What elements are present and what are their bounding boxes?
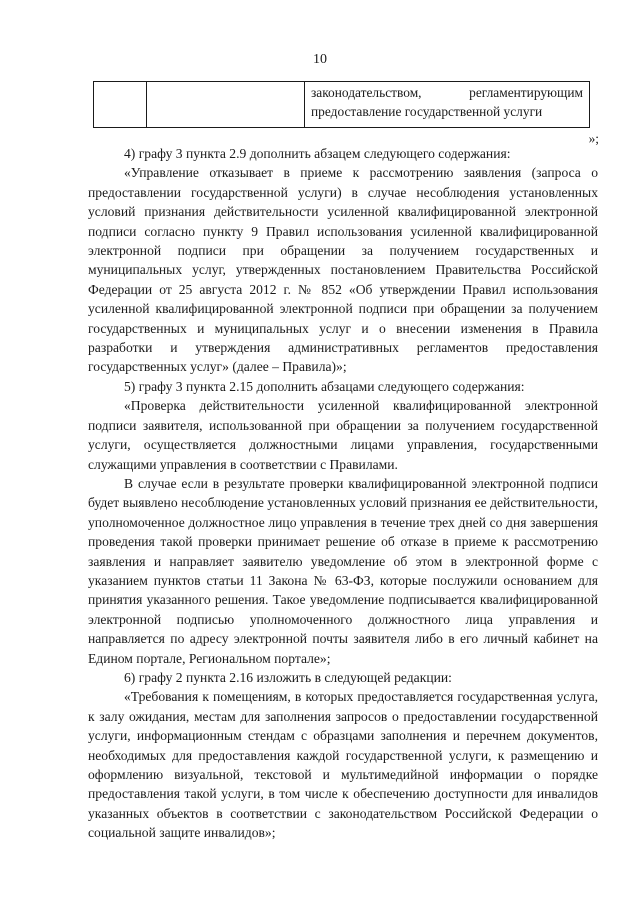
page-number: 10 [313,52,327,67]
paragraph: «Проверка действительности усиленной квалифицированной электронной подписи заявителя, использованной при обращении за получением государственной услуги, осуществляется должностными лицами управления, государственными служащими управления в соответствии с Правилами. [88,398,598,472]
table-cell-empty-1 [94,82,147,128]
document-body [88,144,598,843]
table-cell-word: регламентирующим [469,85,583,100]
table-row [94,82,590,128]
table-closing-quote: »; [588,131,599,146]
table-cell-empty-2 [147,82,305,128]
paragraph: «Требования к помещениям, в которых предоставляется государственная услуга, к залу ожидания, местам для заполнения запросов о предоставлении государственной услуги, информационным стендам с образцами заполнения и перечнем документов, необходимых для предоставления каждой государственной услуги, к размещению и оформлению визуальной, текстовой и мультимедийной информации о порядке предоставления такой услуги, в том числе к обеспечению доступности для инвалидов указанных объектов в соответствии с законодательством Российской Федерации о социальной защите инвалидов»; [88,689,598,841]
paragraph: 4) графу 3 пункта 2.9 дополнить абзацем следующего содержания: [124,146,511,161]
table-cell-word: законодательством, [311,85,422,100]
paragraph: «Управление отказывает в приеме к рассмотрению заявления (запроса о предоставлении государственной услуги) в случае несоблюдения установленных условий признания действительности усиленной квалифицированной электронной подписи согласно пункту 9 Правил использования усиленной квалифицированной электронной подписи при обращении за получением государственных и муниципальных услуг, утвержденных постановлением Правительства Российской Федерации от 25 августа 2012 г. № 852 «Об утверждении Правил использования усиленной квалифицированной электронной подписи при обращении за получением государственных и муниципальных услуг и о внесении изменения в Правила разработки и утверждения административных регламентов предоставления государственных услуг» (далее – Правила)»; [88,165,598,375]
paragraph: В случае если в результате проверки квалифицированной электронной подписи будет выявлено несоблюдение установленных условий признания ее действительности, уполномоченное должностное лицо управления в течение трех дней со дня завершения проведения такой проверки принимает решение об отказе в приеме к рассмотрению заявления и направляет заявителю уведомление об этом в электронной форме с указанием пунктов статьи 11 Закона № 63-ФЗ, которые послужили основанием для принятия указанного решения. Такое уведомление подписывается квалифицированной электронной подписью уполномоченного должностного лица управления и направляется по адресу электронной почты заявителя либо в его личный кабинет на Едином портале, Региональном портале»; [88,475,598,666]
table-cell-line-1 [311,83,583,102]
table-fragment [93,81,590,128]
paragraph: 6) графу 2 пункта 2.16 изложить в следующей редакции: [124,669,452,685]
table-cell-text [305,82,590,128]
paragraph: 5) графу 3 пункта 2.15 дополнить абзацами следующего содержания: [124,378,525,394]
table-cell-line-2: предоставление государственной услуги [311,104,543,119]
